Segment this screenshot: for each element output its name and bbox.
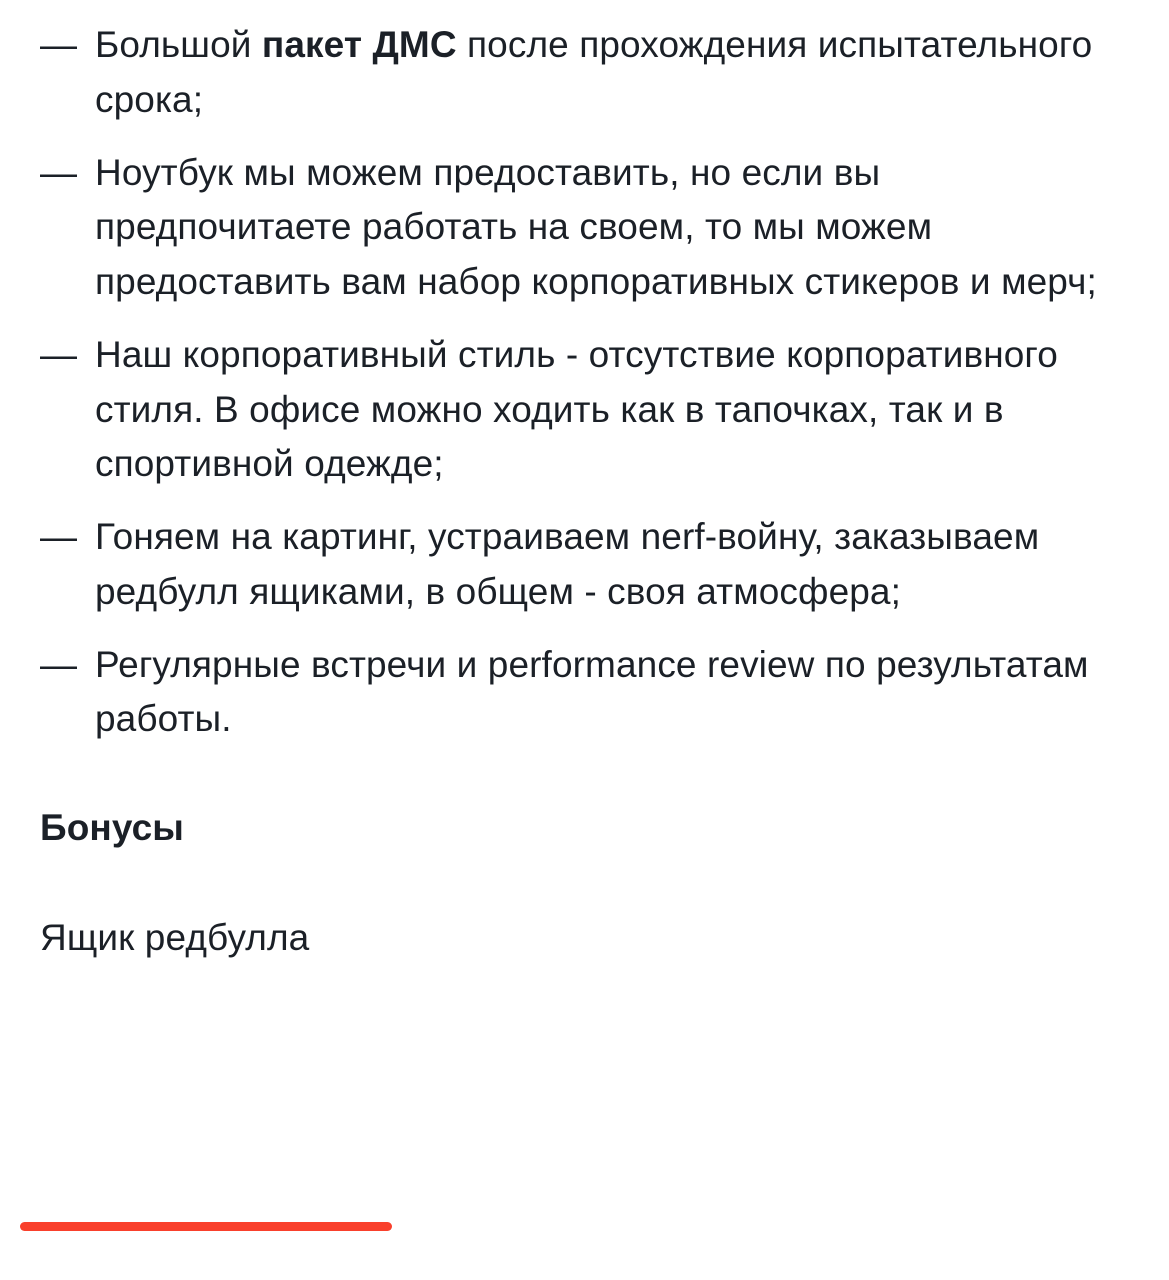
list-item-dash: — — [40, 643, 78, 685]
bonus-paragraph: Ящик редбулла — [40, 916, 310, 958]
list-item — [40, 510, 1109, 620]
list-item-text — [95, 638, 1109, 748]
list-item-text-segment: после прохождения испытательного срока; — [95, 24, 1093, 120]
list-item — [40, 638, 1109, 748]
list-item-text — [95, 328, 1109, 492]
benefits-list — [40, 18, 1109, 747]
list-item-text — [95, 510, 1109, 620]
red-underline-annotation — [20, 1222, 392, 1231]
list-item-text — [95, 18, 1109, 128]
list-item-text-segment: Большой — [95, 24, 262, 65]
list-item-dash: — — [40, 24, 78, 65]
list-item-text-segment: Наш корпоративный стиль - отсутствие корпоративного стиля. В офисе можно ходить как в тапочках, так и в спортивной одежде; — [95, 333, 1058, 485]
list-item-text — [95, 146, 1109, 310]
list-item — [40, 146, 1109, 310]
list-item-text-segment: Ноутбук мы можем предоставить, но если вы предпочитаете работать на своем, то мы можем предоставить вам набор корпоративных стикеров и мерч; — [95, 151, 1097, 302]
list-item-dash: — — [40, 333, 78, 375]
list-item-dash: — — [40, 516, 78, 557]
list-item — [40, 18, 1109, 128]
list-item — [40, 328, 1109, 492]
list-item-text-strong: пакет ДМС — [261, 24, 457, 65]
list-item-text-segment: Гоняем на картинг, устраиваем nerf-войну, заказываем редбулл ящиками, в общем - своя атмосфера; — [95, 516, 1040, 612]
list-item-text-segment: Регулярные встречи и performance review по результатам работы. — [95, 643, 1089, 740]
list-item-dash: — — [40, 151, 78, 193]
section-heading-bonuses: Бонусы — [40, 807, 184, 848]
